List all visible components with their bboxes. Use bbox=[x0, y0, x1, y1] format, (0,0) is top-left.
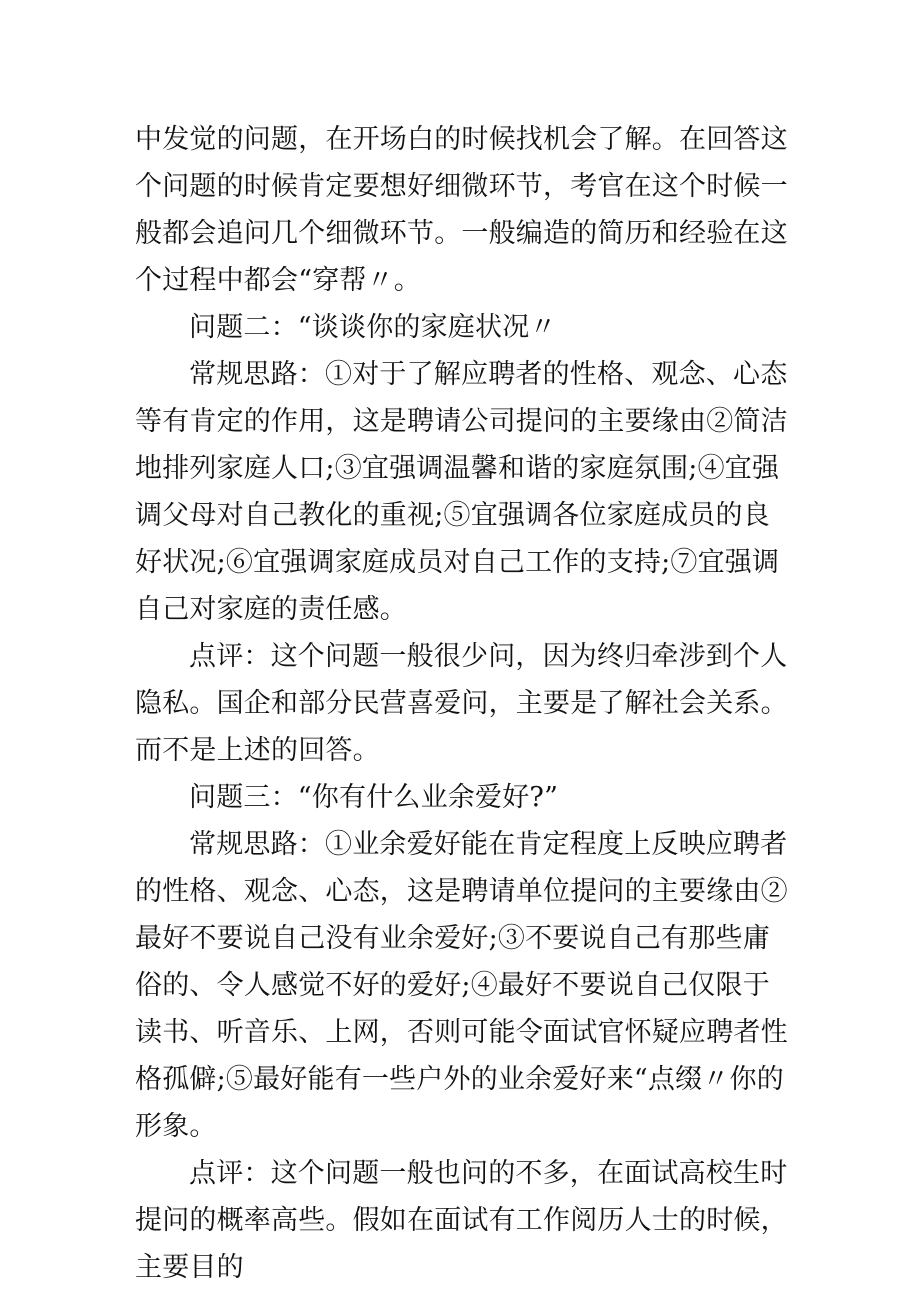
question-two-comment: 点评：这个问题一般很少问，因为终归牵涉到个人隐私。国企和部分民营喜爱问，主要是了解社会关系。而不是上述的回答。 bbox=[135, 641, 788, 766]
document-body bbox=[135, 116, 795, 1291]
question-two-approach: 常规思路：①对于了解应聘者的性格、观念、心态等有肯定的作用，这是聘请公司提问的主要缘由②简洁地排列家庭人口;③宜强调温馨和谐的家庭氛围;④宜强调父母对自己教化的重视;⑤宜强调各位家庭成员的良好状况;⑥宜强调家庭成员对自己工作的支持;⑦宜强调自己对家庭的责任感。 bbox=[135, 359, 788, 625]
question-three-heading: 问题三：“你有什么业余爱好?” bbox=[189, 782, 559, 813]
question-three-approach: 常规思路：①业余爱好能在肯定程度上反映应聘者的性格、观念、心态，这是聘请单位提问的主要缘由②最好不要说自己没有业余爱好;③不要说自己有那些庸俗的、令人感觉不好的爱好;④最好不要说自己仅限于读书、听音乐、上网，否则可能令面试官怀疑应聘者性格孤僻;⑤最好能有一些户外的业余爱好来“点缀〃你的形象。 bbox=[135, 829, 788, 1142]
question-two-heading: 问题二：“谈谈你的家庭状况〃 bbox=[189, 312, 557, 343]
paragraph-continuation: 中发觉的问题，在开场白的时候找机会了解。在回答这个问题的时候肯定要想好细微环节，考官在这个时候一般都会追问几个细微环节。一般编造的简历和经验在这个过程中都会“穿帮〃。 bbox=[135, 124, 788, 296]
question-three-comment: 点评：这个问题一般也问的不多，在面试高校生时提问的概率高些。假如在面试有工作阅历人士的时候，主要目的 bbox=[135, 1158, 788, 1283]
